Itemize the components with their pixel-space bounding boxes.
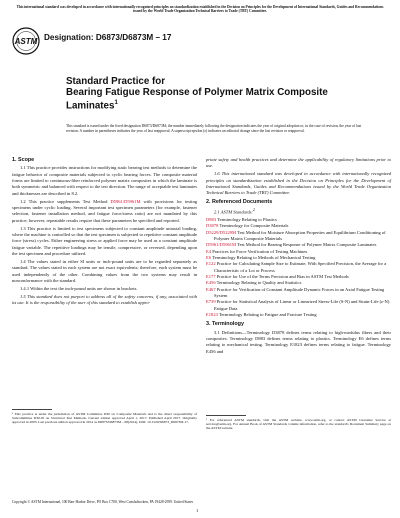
reference-link[interactable]: E739	[206, 299, 216, 305]
reference-link[interactable]: E1823	[206, 312, 218, 318]
paragraph: 1.6 This international standard was developed in accordance with internationally recognized principles on standardization established in the Decision on Principles for the Development of International Standards, Guides and Recommendations issued by the World Trade Organization Technical Barriers to Trade (TBT) Committee.	[206, 171, 391, 196]
reference-link[interactable]: D5229/D5229M	[206, 229, 237, 235]
paragraph: 1.5 This standard does not purport to address all of the safety concerns, if any, associated with its use. It is the responsibility of the user of this standard to establish appro-	[12, 293, 197, 306]
reference-list	[206, 217, 391, 319]
footnote: ¹ This practice is under the jurisdiction of ASTM Committee D30 on Composite Materials and is the direct responsibility of Subcommittee D30.05 on Structural Test Methods. Current edition approved April 1, 2017. Published April 2017. Originally approved in 2003. Last previous edition approved in 2014 as D6873/D6873M – 08(2014). DOI: 10.1520/D6873_D6873M-17.	[12, 412, 197, 425]
standard-note: This standard is issued under the fixed designation D6873/D6873M; the number immediately following the designation indicates the year of original adoption or, in the case of revision, the year of last revision. A number in parentheses indicates the year of last reapproval. A superscript epsilon (ε) indicates an editorial change since the last revision or reapproval.	[66, 124, 362, 133]
reference-link[interactable]: D883	[206, 216, 217, 222]
right-column	[206, 157, 391, 357]
paragraph: 1.4 The values stated in either SI units or inch-pound units are to be regarded separately as standard. The values stated in each system are not exact equivalents; therefore, each system must be used independently of the other. Combining values from the two systems may result in nonconformance with the standard.	[12, 258, 197, 283]
reference-link[interactable]: E467	[206, 286, 216, 292]
reference-title: Practice for Statistical Analysis of Linear or Linearized Stress-Life (S-N) and Strain-Life (ε-N) Fatigue Data	[214, 299, 390, 311]
reference-item	[206, 299, 391, 312]
paragraph: 1.3 This practice is limited to test specimens subjected to constant amplitude uniaxial loading, where the machine is controlled so that the test specimen is subjected to repetitive constant amplitude force (stress) cycles. Either engineering stress or applied force may be used as a constant amplitude fatigue variable. The repetitive loadings may be tensile, compressive, or reversed, depending upon the test specimen and procedure utilized.	[12, 225, 197, 256]
reference-item	[206, 230, 391, 243]
designation: Designation: D6873/D6873M – 17	[44, 33, 172, 42]
reference-item	[206, 287, 391, 300]
copyright: Copyright © ASTM International, 100 Barr Harbor Drive, PO Box C700, West Conshohocken, PA 19428-2959. United States	[12, 500, 194, 504]
reference-title: Test Method for Bearing Response of Polymer Matrix Composite Laminates	[236, 242, 377, 248]
footnote-rule	[206, 415, 246, 416]
title-line: Laminates$^1$	[66, 100, 118, 112]
footnote: ² For referenced ASTM standards, visit the ASTM website, www.astm.org, or contact ASTM Customer Service at service@astm.org. For Annual Book of ASTM Standards volume information, refer to the standard's Document Summary page on the ASTM website.	[206, 418, 391, 431]
title-line: Standard Practice for	[66, 76, 166, 87]
title-line: Bearing Fatigue Response of Polymer Matrix Composite	[66, 87, 328, 99]
reference-title: Practice for Use of the Terms Precision and Bias in ASTM Test Methods	[215, 273, 349, 279]
reference-link[interactable]: D3878	[206, 223, 219, 229]
paragraph: 1.1 This practice provides instructions for modifying static bearing test methods to determine the fatigue behavior of composite materials subjected to cyclic bearing forces. The composite material forms are limited to continuous-fiber reinforced polymer matrix composites in which the laminate is both symmetric and balanced with respect to the test direction. The range of acceptable test laminates and thicknesses are described in 8.2.	[12, 165, 197, 196]
svg-text:ASTM: ASTM	[14, 37, 38, 46]
reference-title: Practice for Calculating Sample Size to Estimate, With Specified Precision, the Average for a Characteristic of a Lot or Process	[214, 261, 387, 273]
page-number: 1	[196, 508, 199, 513]
section-heading: 1. Scope	[12, 157, 35, 163]
reference-title: Terminology for Composite Materials	[218, 223, 289, 229]
reference-link[interactable]: E456	[206, 280, 216, 286]
reference-link[interactable]: E4	[206, 248, 212, 254]
reference-title: Practices for Force Verification of Testing Machines	[211, 248, 308, 254]
reference-title: Test Method for Moisture Absorption Properties and Equilibrium Conditioning of Polymer Matrix Composite Materials	[214, 229, 386, 241]
astm-logo-icon	[12, 27, 40, 55]
reference-link[interactable]: D5961/D5961M	[110, 198, 141, 204]
reference-link[interactable]: E122	[206, 261, 216, 267]
paragraph: 1.4.1 Within the text the inch-pound units are shown in brackets.	[20, 285, 138, 291]
reference-title: Terminology Relating to Plastics	[216, 216, 277, 222]
reference-link[interactable]: E6	[206, 254, 212, 260]
reference-title: Terminology Relating to Fatigue and Fracture Testing	[217, 312, 317, 318]
reference-item	[206, 261, 391, 274]
reference-title: Terminology Relating to Quality and Statistics	[215, 280, 302, 286]
subheading: 2.1 ASTM Standards:$^2$	[214, 208, 255, 215]
top-note: This international standard was developed in accordance with internationally recognized principles on standardization established in the Decision on Principles for the Development of International Standards, Guides and Recommendations issued by the World Trade Organization Technical Barriers to Trade (TBT) Committee.	[16, 5, 384, 14]
reference-title: Terminology Relating to Methods of Mechanical Testing	[211, 254, 316, 260]
section-heading: 3. Terminology	[206, 321, 244, 328]
reference-item	[206, 312, 391, 318]
footnote-rule	[12, 409, 52, 410]
reference-link[interactable]: D5961/D5961M	[206, 242, 237, 248]
reference-link[interactable]: E177	[206, 273, 216, 279]
left-column	[12, 157, 197, 308]
paragraph: priate safety and health practices and determine the applicability of regulatory limitations prior to use.	[206, 157, 391, 169]
section-heading: 2. Referenced Documents	[206, 198, 273, 205]
reference-title: Practice for Verification of Constant Amplitude Dynamic Forces in an Axial Fatigue Testing System	[214, 286, 385, 298]
document-title	[66, 76, 366, 112]
paragraph: 3.1 Definitions—Terminology D3878 defines terms relating to high-modulus fibers and their composites. Terminology D883 defines terms relating to plastics. Terminology E6 defines terms relating to mechanical testing. Terminology E1823 defines terms relating to fatigue. Terminology E456 and	[206, 329, 391, 354]
paragraph: 1.2 This practice supplements Test Method D5961/D5961M with provisions for testing specimens under cyclic loading. Several important test specimen parameters (for example, fastener selection, fastener installation method, and fatigue force/stress ratio) are not mandated by this practice; however, repeatable results require that these parameters be specified and reported.	[12, 198, 197, 223]
